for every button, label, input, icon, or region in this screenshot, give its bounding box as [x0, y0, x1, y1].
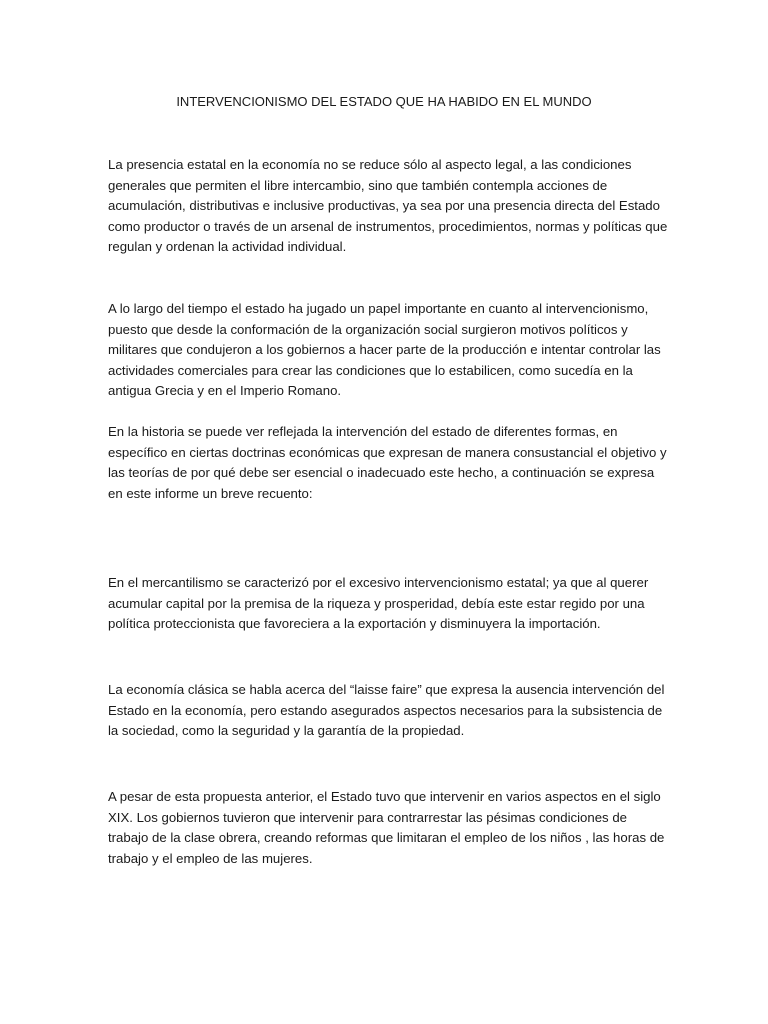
- paragraph-classical-economics: La economía clásica se habla acerca del “laisse faire” que expresa la ausencia intervención del Estado en la economía, pero estando asegurados aspectos necesarios para la subsistencia de la sociedad, como la seguridad y la garantía de la propiedad.: [108, 682, 665, 738]
- paragraph-doctrines: En la historia se puede ver reflejada la intervención del estado de diferentes formas, en específico en ciertas doctrinas económicas que expresan de manera consustancial el objetivo y las teorías de por qué debe ser esencial o inadecuado este hecho, a continuación se expresa en este informe un breve recuento:: [108, 424, 667, 501]
- paragraph-mercantilism: En el mercantilismo se caracterizó por el excesivo intervencionismo estatal; ya que al querer acumular capital por la premisa de la riqueza y prosperidad, debía este estar regido por una política proteccionista que favoreciera a la exportación y disminuyera la importación.: [108, 575, 649, 631]
- document-title: INTERVENCIONISMO DEL ESTADO QUE HA HABIDO EN EL MUNDO: [176, 94, 592, 109]
- paragraph-state-presence: La presencia estatal en la economía no se reduce sólo al aspecto legal, a las condiciones generales que permiten el libre intercambio, sino que también contempla acciones de acumulación, distributivas e inclusive productivas, ya sea por una presencia directa del Estado como productor o través de un arsenal de instrumentos, procedimientos, normas y políticas que regulan y ordenan la actividad individual.: [108, 157, 668, 254]
- paragraph-nineteenth-century: A pesar de esta propuesta anterior, el Estado tuvo que intervenir en varios aspectos en el siglo XIX. Los gobiernos tuvieron que intervenir para contrarrestar las pésimas condiciones de trabajo de la clase obrera, creando reformas que limitaran el empleo de los niños , las horas de trabajo y el empleo de las mujeres.: [108, 789, 665, 866]
- paragraph-historical-role: A lo largo del tiempo el estado ha jugado un papel importante en cuanto al intervencionismo, puesto que desde la conformación de la organización social surgieron motivos políticos y militares que condujeron a los gobiernos a hacer parte de la producción e intentar controlar las actividades comerciales para crear las condiciones que lo estabilicen, como sucedía en la antigua Grecia y en el Imperio Romano.: [108, 301, 661, 398]
